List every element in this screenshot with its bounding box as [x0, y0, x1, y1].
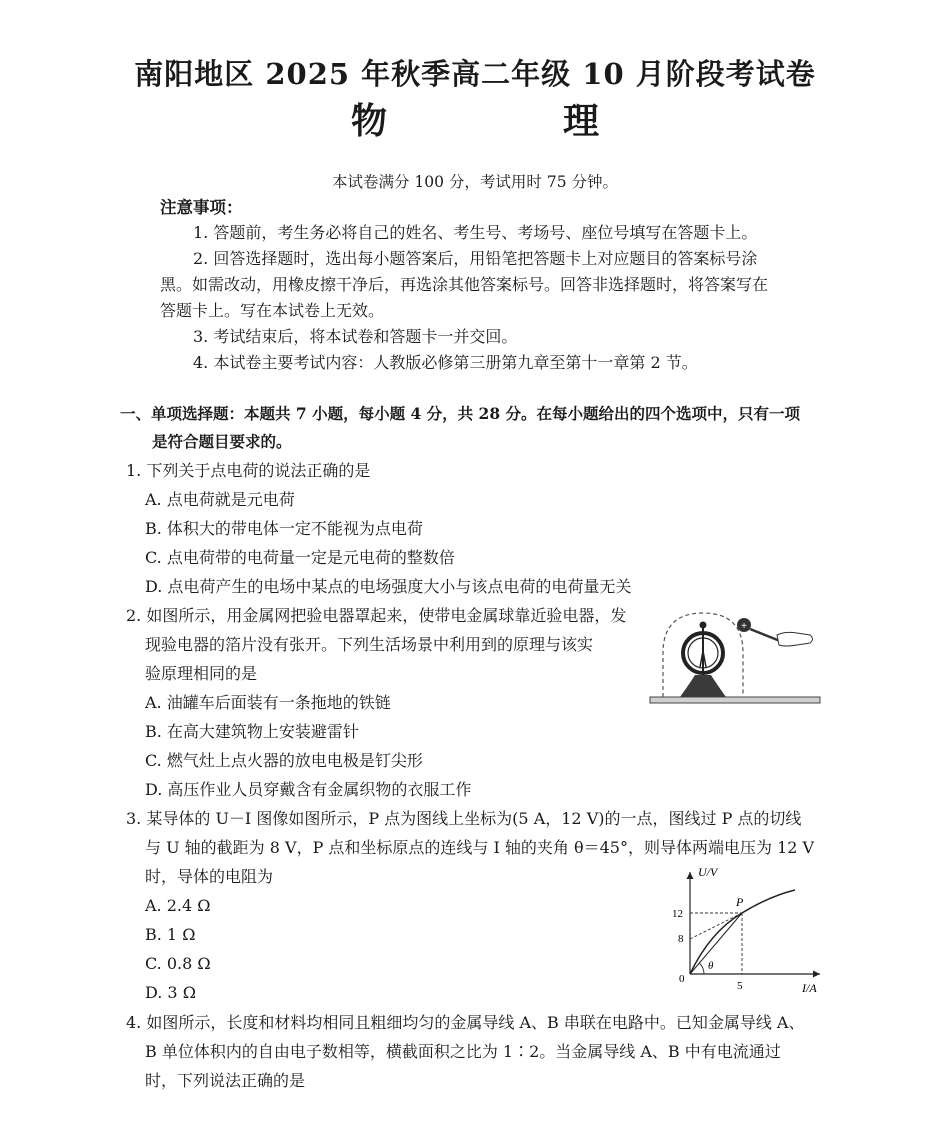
origin-label: 0: [679, 973, 685, 985]
electroscope-figure: [645, 605, 825, 710]
notice-item-4: 4. 本试卷主要考试内容：人教版必修第三册第九章至第十一章第 2 节。: [193, 353, 698, 372]
exam-title: 南阳地区 2025 年秋季高二年级 10 月阶段考试卷: [134, 57, 816, 91]
q3-option-b: B. 1 Ω: [145, 925, 196, 944]
q4-stem-line-3: 时，下列说法正确的是: [145, 1071, 306, 1090]
q4-stem-line-1: 4. 如图所示，长度和材料均相同且粗细均匀的金属导线 A、B 串联在电路中。已知金属导线 A、: [126, 1013, 805, 1032]
tick-12-label: 12: [672, 908, 683, 920]
q2-stem-line-2: 现验电器的箔片没有张开。下列生活场景中利用到的原理与该实: [145, 635, 594, 654]
q3-stem-line-3: 时，导体的电阻为: [145, 867, 274, 886]
q3-stem-line-1: 3. 某导体的 U－I 图像如图所示，P 点为图线上坐标为(5 A，12 V)的一点，图线过 P 点的切线: [126, 809, 802, 828]
section-heading-line-2: 是符合题目要求的。: [152, 432, 292, 451]
notice-item-3: 3. 考试结束后，将本试卷和答题卡一并交回。: [193, 327, 518, 346]
q3-stem-line-2: 与 U 轴的截距为 8 V，P 点和坐标原点的连线与 I 轴的夹角 θ＝45°，则导体两端电压为 12 V: [145, 838, 815, 857]
q3-option-c: C. 0.8 Ω: [145, 954, 211, 973]
notice-item-2-line-2: 黑。如需改动，用橡皮擦干净后，再选涂其他答案标号。回答非选择题时，将答案写在: [160, 275, 769, 294]
q2-option-b: B. 在高大建筑物上安装避雷针: [145, 722, 359, 741]
x-axis-label: I/A: [802, 981, 817, 995]
q1-option-b: B. 体积大的带电体一定不能视为点电荷: [145, 519, 423, 538]
q2-stem-line-1: 2. 如图所示，用金属网把验电器罩起来，使带电金属球靠近验电器，发: [126, 606, 627, 625]
tick-5-label: 5: [737, 980, 743, 992]
q3-option-d: D. 3 Ω: [145, 983, 196, 1002]
q2-option-c: C. 燃气灶上点火器的放电电极是钉尖形: [145, 751, 423, 770]
tick-8-label: 8: [678, 933, 684, 945]
notice-heading: 注意事项：: [160, 198, 243, 217]
section-heading-line-1: 一、单项选择题：本题共 7 小题，每小题 4 分，共 28 分。在每小题给出的四个选项中，只有一项: [120, 404, 801, 423]
q2-stem-line-3: 验原理相同的是: [145, 664, 258, 683]
q1-option-c: C. 点电荷带的电荷量一定是元电荷的整数倍: [145, 548, 455, 567]
q1-stem: 1. 下列关于点电荷的说法正确的是: [126, 461, 371, 480]
notice-item-1: 1. 答题前，考生务必将自己的姓名、考生号、考场号、座位号填写在答题卡上。: [193, 223, 758, 242]
subject-title: 物 理: [350, 100, 669, 142]
q2-option-a: A. 油罐车后面装有一条拖地的铁链: [145, 693, 391, 712]
notice-item-2-line-3: 答题卡上。写在本试卷上无效。: [160, 301, 385, 320]
q1-option-a: A. 点电荷就是元电荷: [145, 490, 295, 509]
svg-text:+: +: [741, 621, 747, 632]
q3-option-a: A. 2.4 Ω: [145, 896, 211, 915]
theta-label: θ: [708, 960, 714, 972]
q1-option-d: D. 点电荷产生的电场中某点的电场强度大小与该点电荷的电荷量无关: [145, 577, 632, 596]
q4-stem-line-2: B 单位体积内的自由电子数相等，横截面积之比为 1∶2。当金属导线 A、B 中有电流通过: [145, 1042, 781, 1061]
exam-info: 本试卷满分 100 分，考试用时 75 分钟。: [331, 173, 619, 191]
y-axis-label: U/V: [698, 865, 718, 879]
q2-option-d: D. 高压作业人员穿戴含有金属织物的衣服工作: [145, 780, 472, 799]
u-i-graph: [670, 862, 830, 1002]
point-p-label: P: [736, 895, 744, 909]
notice-item-2-line-1: 2. 回答选择题时，选出每小题答案后，用铅笔把答题卡上对应题目的答案标号涂: [193, 249, 758, 268]
